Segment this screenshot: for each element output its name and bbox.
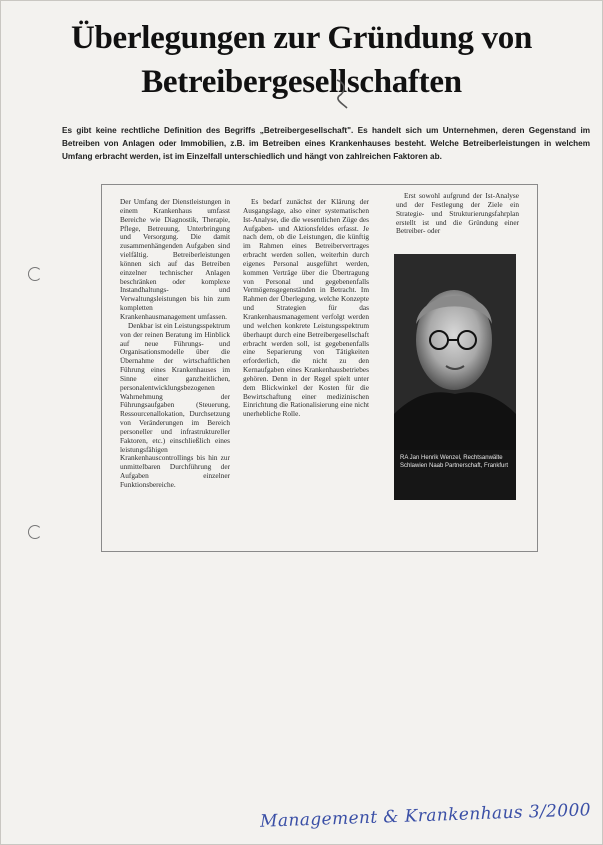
photo-caption: RA Jan Henrik Wenzel, Rechtsanwälte Schlawien Naab Partnerschaft, Frankfurt — [394, 450, 516, 500]
column-1-paragraph-2: Denkbar ist ein Leistungsspektrum von der reinen Beratung im Hinblick auf neue Führungs- und Organisationsmodelle über die Übernahme der wirtschaftlichen Führung eines Krankenhauses im Sinne einer ganzheitlichen, personalentwicklungsbezogenen Wahrnehmung der Führungsaufgaben (Steuerung, Ressourcenallokation, Durchsetzung von Veränderungen im Bereich personeller und infrastruktureller Faktoren, etc.) einschließlich eines leistungsfähigen Krankenhauscontrollings bis hin zur unmittelbaren Durchführung der Aufgaben einzelner Funktionsbereiche. — [120, 320, 230, 489]
punch-hole-mark — [28, 267, 42, 281]
headline-line-2: Betreibergesellschaften — [141, 64, 462, 100]
headline-line-1: Überlegungen zur Gründung von — [70, 20, 533, 56]
portrait-illustration — [394, 254, 516, 450]
article-column-3 — [396, 192, 519, 236]
article-column-1 — [120, 198, 230, 490]
column-2-paragraph-1: Es bedarf zunächst der Klärung der Ausgangslage, also einer systematischen Ist-Analyse, die die wesentlichen Züge des Aufgaben- und Aktionsfeldes erfasst. Je nach dem, ob die Leistungen, die künftig im Rahmen eines Betreibervertrages erbracht werden sollen, weiterhin durch eigenes Personal ausgeführt werden, kommen Verträge über die Übertragung von Personal und gegebenenfalls Vermögensgegenständen in Betracht. Im Rahmen der Überlegung, welche Konzepte und Strategien für das Krankenhausmanagement verfolgt werden und welchen konkrete Leistungsspektrum überhaupt durch eine Betreibergesellschaft erbracht werden soll, ist gegebenenfalls eine Separierung von Tätigkeiten erforderlich, die nicht zu den Kernaufgaben eines Krankenhausbetriebes gehören. Denn in der Regel spielt unter dem Blickwinkel der Kosten für die Bewirtschaftung einer medizinischen Einrichtung die Rationalisierung eine nicht unerhebliche Rolle. — [243, 197, 369, 419]
column-3-paragraph-1: Erst sowohl aufgrund der Ist-Analyse und der Festlegung der Ziele ein Strategie- und Strukturierungsfahrplan erstellt ist und die Gründung einer Betreiber- oder — [396, 191, 519, 236]
author-portrait-photo — [394, 254, 516, 450]
pen-scribble-mark — [333, 76, 357, 110]
article-column-2 — [243, 198, 369, 419]
handwritten-source-note: Management & Krankenhaus 3/2000 — [259, 800, 592, 832]
lead-paragraph: Es gibt keine rechtliche Definition des Begriffs „Betreibergesellschaft". Es handelt sich um Unternehmen, deren Gegenstand im Betreiben von Anlagen oder Immobilien, z.B. im Betreiben eines Krankenhauses besteht. Welche Betreiberleistungen in welchem Umfang erbracht werden, ist im Einzelfall unterschiedlich und hängt von zahlreichen Faktoren ab. — [62, 126, 590, 161]
punch-hole-mark — [28, 525, 42, 539]
column-1-paragraph-1: Der Umfang der Dienstleistungen in einem Krankenhaus umfasst Bereiche wie Diagnostik, Therapie, Pflege, Betreuung, Unterbringung und Versorgung. Die damit zusammenhängenden Aufgaben sind vielfältig. Betreiberleistungen können sich auf das Betreiben einzelner technischer Anlagen beschränken oder komplexe Instandhaltungs- und Verwaltungsleistungen bis hin zum kompletten Krankenhausmanagement umfassen. — [120, 197, 230, 321]
